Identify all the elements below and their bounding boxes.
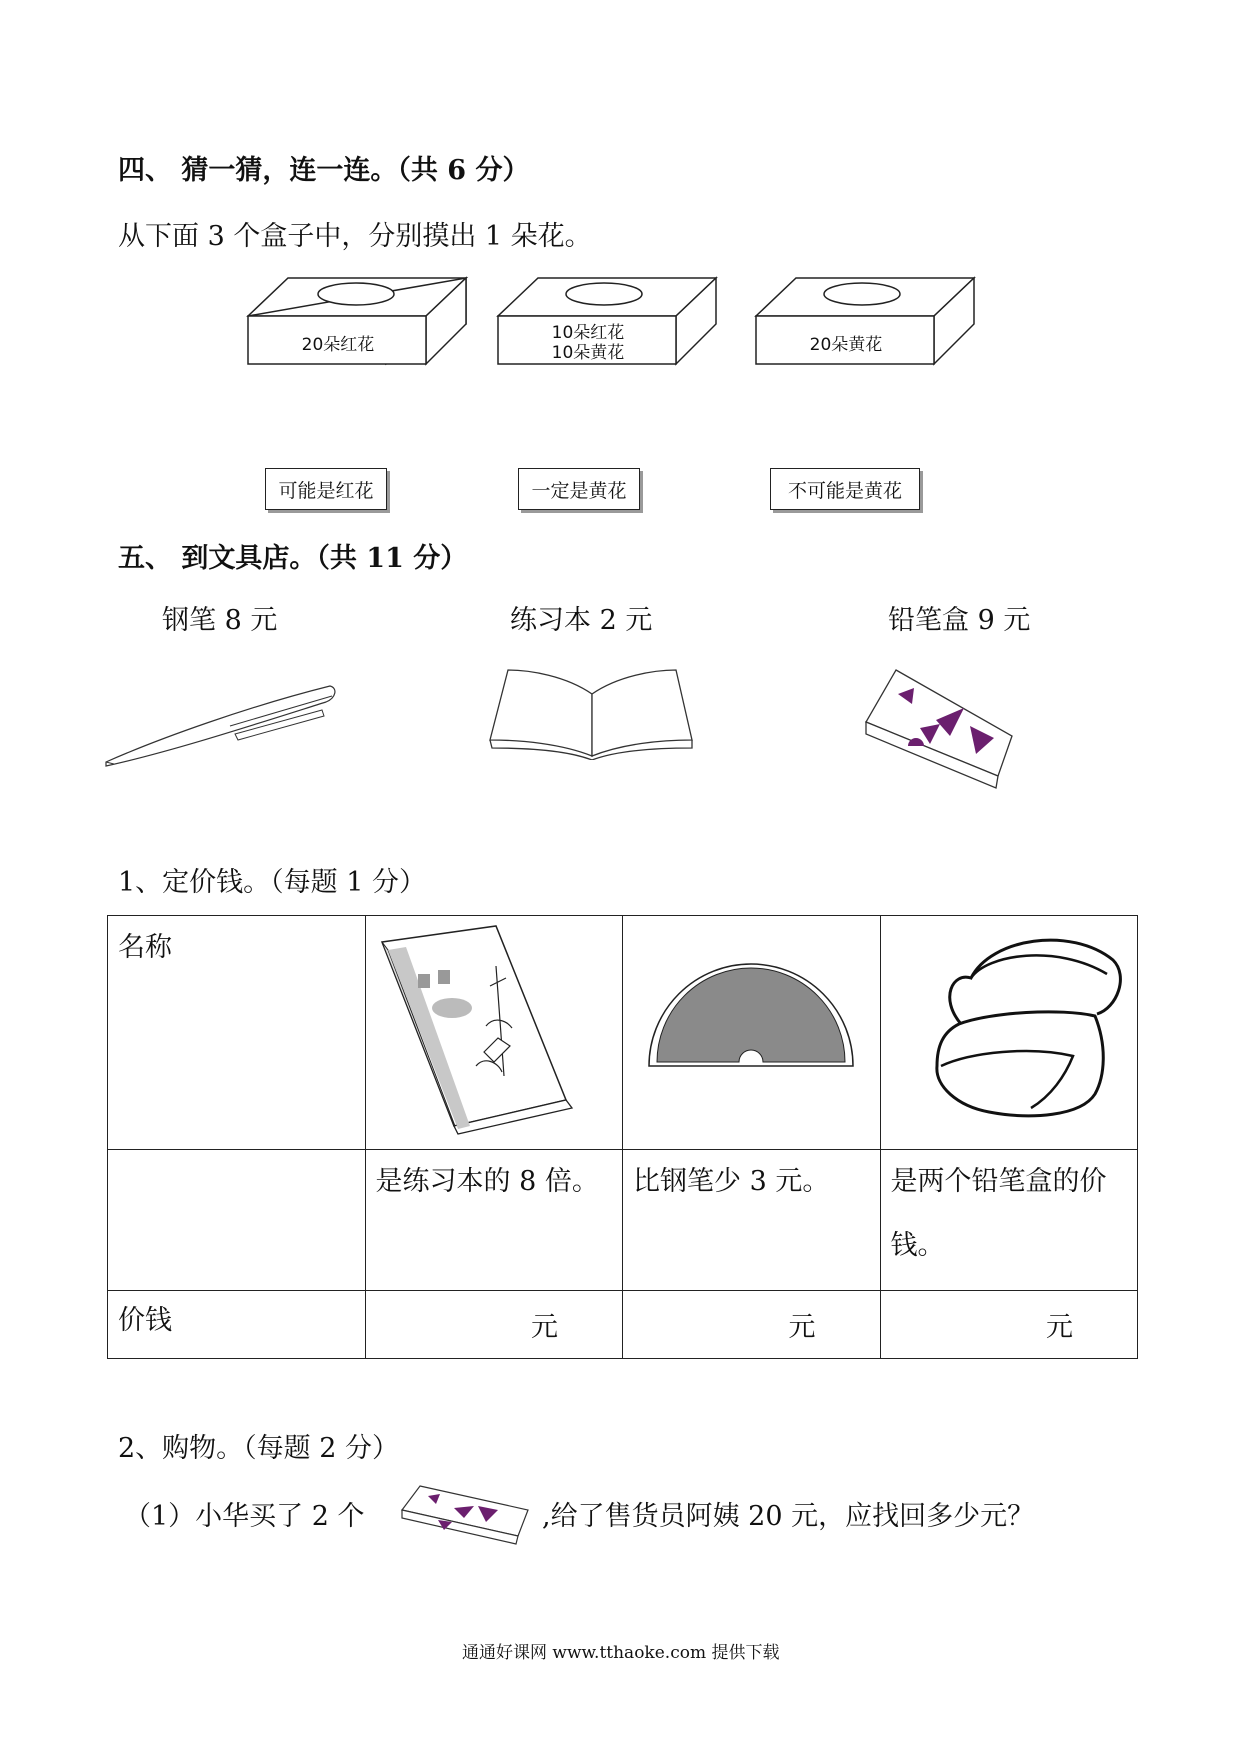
box2-label-line1: 10朵红花 bbox=[551, 323, 625, 343]
answer-box-3[interactable]: 不可能是黄花 bbox=[770, 468, 920, 510]
item-notebook: 练习本 2 元 bbox=[510, 605, 653, 636]
pencil-case-small-illustration bbox=[398, 1480, 534, 1546]
q2-title: 2、购物。（每题 2 分） bbox=[118, 1433, 400, 1464]
protractor-illustration bbox=[623, 916, 879, 1142]
exercise-book-illustration bbox=[486, 660, 696, 760]
price-unit-diary[interactable]: 元 bbox=[531, 1312, 558, 1343]
school-bag-illustration bbox=[881, 916, 1137, 1142]
price-unit-protractor[interactable]: 元 bbox=[788, 1312, 816, 1343]
box3-label: 20朵黄花 bbox=[809, 335, 883, 355]
flower-box-3 bbox=[754, 274, 984, 370]
answer-box-2[interactable]: 一定是黄花 bbox=[518, 468, 640, 510]
item-pen: 钢笔 8 元 bbox=[162, 605, 278, 636]
q1-title: 1、定价钱。（每题 1 分） bbox=[118, 867, 427, 898]
clue-protractor: 比钢笔少 3 元。 bbox=[633, 1166, 830, 1197]
pen-illustration bbox=[100, 676, 340, 772]
clue-school-bag: 是两个铅笔盒的价钱。 bbox=[890, 1166, 1107, 1261]
price-row-label: 价钱 bbox=[118, 1305, 172, 1336]
section4-intro: 从下面 3 个盒子中，分别摸出 1 朵花。 bbox=[118, 221, 592, 252]
box2-label-line2: 10朵黄花 bbox=[551, 343, 625, 363]
answer-box-1[interactable]: 可能是红花 bbox=[265, 468, 387, 510]
name-header: 名称 bbox=[118, 932, 172, 963]
page-footer: 通通好课网 www.tthaoke.com 提供下载 bbox=[462, 1643, 780, 1663]
pencil-case-illustration bbox=[860, 664, 1020, 794]
box1-label: 20朵红花 bbox=[301, 335, 375, 355]
price-table bbox=[107, 915, 1138, 1359]
q2-p1-before: （1）小华买了 2 个 bbox=[124, 1501, 365, 1532]
clue-diary: 是练习本的 8 倍。 bbox=[375, 1166, 599, 1197]
flower-box-1 bbox=[246, 274, 476, 370]
q2-p1-after: ,给了售货员阿姨 20 元，应找回多少元？ bbox=[542, 1501, 1035, 1532]
section5-title: 五、 到文具店。（共 11 分） bbox=[118, 543, 468, 574]
diary-illustration bbox=[366, 916, 622, 1142]
section4-title: 四、 猜一猜，连一连。（共 6 分） bbox=[118, 155, 530, 186]
item-pencil-case: 铅笔盒 9 元 bbox=[888, 605, 1031, 636]
price-unit-school-bag[interactable]: 元 bbox=[1046, 1312, 1073, 1343]
